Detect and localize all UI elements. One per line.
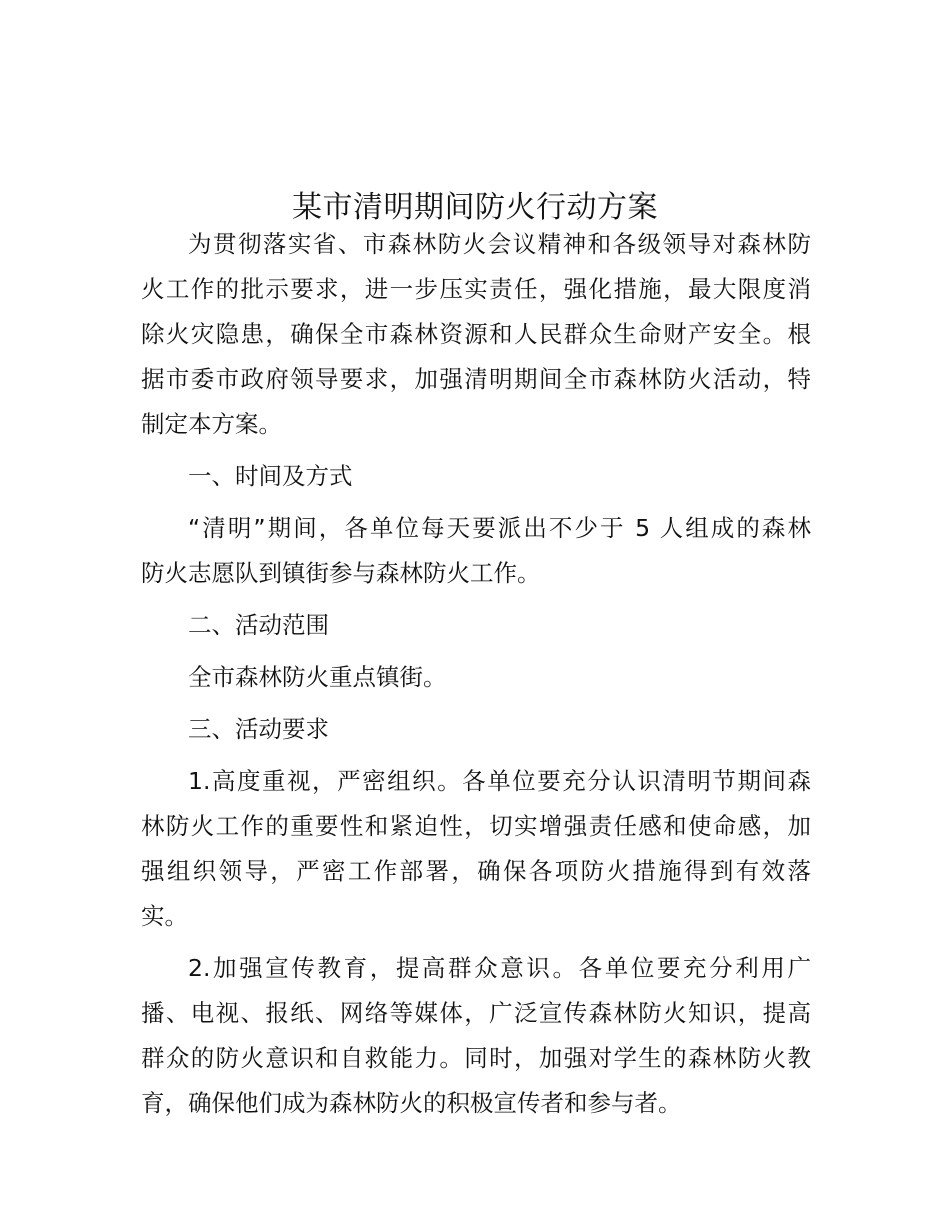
paragraph-line: 林防火工作的重要性和紧迫性，切实增强责任感和使命感，加 <box>141 812 811 840</box>
paragraph-line: 除火灾隐患，确保全市森林资源和人民群众生命财产安全。根 <box>141 320 811 348</box>
time-method-paragraph <box>141 506 811 596</box>
scope-paragraph <box>141 655 811 700</box>
section-heading-requirements <box>141 707 811 752</box>
section-heading: 二、活动范围 <box>188 611 329 639</box>
section-heading-time-method <box>141 454 811 499</box>
paragraph-line: “清明”期间，各单位每天要派出不少于 5 人组成的森林 <box>188 514 811 542</box>
paragraph-line: 群众的防火意识和自救能力。同时，加强对学生的森林防火教 <box>141 1044 811 1072</box>
paragraph-line: 1.高度重视，严密组织。各单位要充分认识清明节期间森 <box>188 767 811 795</box>
paragraph-line: 据市委市政府领导要求，加强清明期间全市森林防火活动，特 <box>141 365 811 393</box>
requirement-1-paragraph <box>141 759 811 939</box>
document-title: 某市清明期间防火行动方案 <box>292 190 658 226</box>
requirement-2-paragraph <box>141 946 811 1126</box>
paragraph-line: 播、电视、报纸、网络等媒体，广泛宣传森林防火知识，提高 <box>141 999 811 1027</box>
paragraph-line: 制定本方案。 <box>141 410 282 438</box>
paragraph-line: 实。 <box>141 902 188 930</box>
section-heading: 三、活动要求 <box>188 715 329 743</box>
paragraph-line: 强组织领导，严密工作部署，确保各项防火措施得到有效落 <box>141 857 811 885</box>
paragraph-line: 防火志愿队到镇街参与森林防火工作。 <box>141 559 541 587</box>
paragraph-line: 全市森林防火重点镇街。 <box>188 663 447 691</box>
intro-paragraph <box>141 222 811 447</box>
paragraph-line: 育，确保他们成为森林防火的积极宣传者和参与者。 <box>141 1089 682 1117</box>
paragraph-line: 2.加强宣传教育，提高群众意识。各单位要充分利用广 <box>188 954 811 982</box>
section-heading-scope <box>141 603 811 648</box>
section-heading: 一、时间及方式 <box>188 462 353 490</box>
paragraph-line: 为贯彻落实省、市森林防火会议精神和各级领导对森林防 <box>188 230 811 258</box>
document-body <box>141 222 811 1126</box>
paragraph-line: 火工作的批示要求，进一步压实责任，强化措施，最大限度消 <box>141 275 811 303</box>
